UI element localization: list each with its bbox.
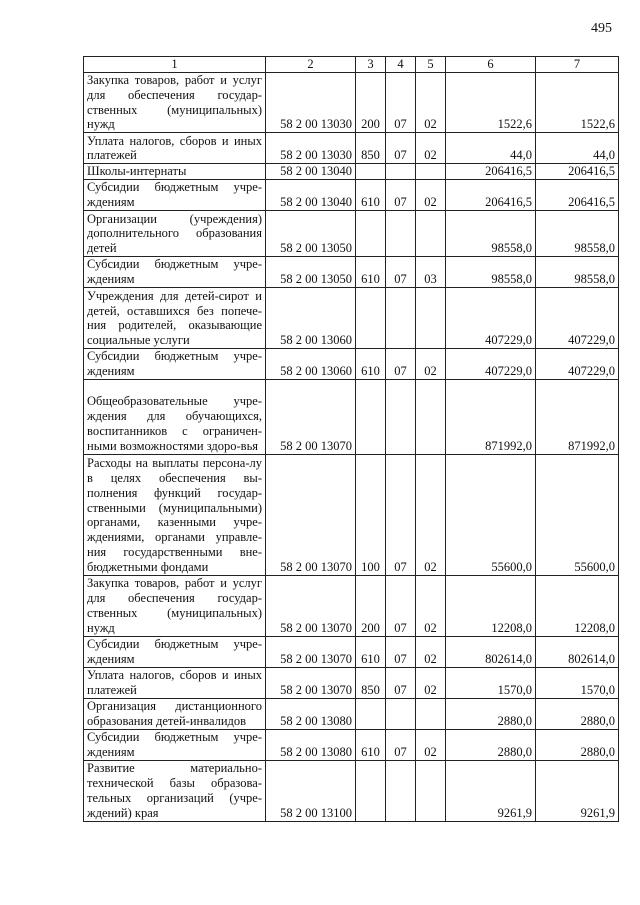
expense-name-cell: Расходы на выплаты персона-лу в целях обеспечения вы-полнения функций государ-ственными (муниципальными) органами, казенными учре-ждениями, органами управле-ния государственными вне-бюджетными фондами — [84, 454, 266, 575]
amount-cell: 206416,5 — [536, 164, 619, 180]
amount-cell: 98558,0 — [446, 256, 536, 287]
section-cell: 07 — [386, 729, 416, 760]
table-row — [84, 575, 619, 636]
expense-name-cell: Закупка товаров, работ и услуг для обеспечения государ-ственных (муниципальных) нужд — [84, 73, 266, 133]
expense-name-cell: Развитие материально-технической базы образова-тельных организаций (учре-ждений) края — [84, 760, 266, 821]
amount-cell: 407229,0 — [536, 348, 619, 379]
table-row — [84, 760, 619, 821]
column-header: 6 — [446, 57, 536, 73]
expense-type-cell: 100 — [356, 454, 386, 575]
amount-cell: 871992,0 — [536, 379, 619, 454]
target-code-cell: 58 2 00 13070 — [266, 667, 356, 698]
section-cell: 07 — [386, 348, 416, 379]
column-header: 7 — [536, 57, 619, 73]
section-cell: 07 — [386, 667, 416, 698]
section-cell — [386, 287, 416, 348]
table-row — [84, 256, 619, 287]
expense-type-cell: 610 — [356, 636, 386, 667]
amount-cell: 407229,0 — [536, 287, 619, 348]
section-cell: 07 — [386, 575, 416, 636]
amount-cell: 206416,5 — [446, 164, 536, 180]
column-header: 2 — [266, 57, 356, 73]
target-code-cell: 58 2 00 13050 — [266, 210, 356, 256]
expense-name-cell: Субсидии бюджетным учре-ждениям — [84, 729, 266, 760]
target-code-cell: 58 2 00 13070 — [266, 379, 356, 454]
table-row — [84, 454, 619, 575]
amount-cell: 206416,5 — [446, 179, 536, 210]
amount-cell: 12208,0 — [446, 575, 536, 636]
table-row — [84, 348, 619, 379]
section-cell — [386, 698, 416, 729]
table-row — [84, 164, 619, 180]
subsection-cell: 02 — [416, 729, 446, 760]
expense-name-cell: Организации (учреждения) дополнительного образования детей — [84, 210, 266, 256]
page-number: 495 — [591, 21, 612, 36]
expense-type-cell: 610 — [356, 348, 386, 379]
amount-cell: 407229,0 — [446, 287, 536, 348]
target-code-cell: 58 2 00 13060 — [266, 287, 356, 348]
expense-name-cell: Организация дистанционного образования детей-инвалидов — [84, 698, 266, 729]
section-cell — [386, 760, 416, 821]
table-row — [84, 379, 619, 454]
expense-name-cell: Субсидии бюджетным учре-ждениям — [84, 179, 266, 210]
expense-type-cell: 610 — [356, 256, 386, 287]
table-row — [84, 73, 619, 133]
table-row — [84, 667, 619, 698]
subsection-cell: 02 — [416, 667, 446, 698]
expense-name-cell: Уплата налогов, сборов и иных платежей — [84, 667, 266, 698]
target-code-cell: 58 2 00 13070 — [266, 454, 356, 575]
target-code-cell: 58 2 00 13050 — [266, 256, 356, 287]
subsection-cell — [416, 210, 446, 256]
amount-cell: 206416,5 — [536, 179, 619, 210]
header-row — [84, 57, 619, 73]
amount-cell: 44,0 — [536, 133, 619, 164]
section-cell: 07 — [386, 636, 416, 667]
target-code-cell: 58 2 00 13060 — [266, 348, 356, 379]
section-cell: 07 — [386, 454, 416, 575]
section-cell — [386, 379, 416, 454]
expense-type-cell — [356, 379, 386, 454]
amount-cell: 98558,0 — [536, 210, 619, 256]
expense-type-cell — [356, 164, 386, 180]
target-code-cell: 58 2 00 13040 — [266, 164, 356, 180]
section-cell: 07 — [386, 256, 416, 287]
expense-type-cell: 610 — [356, 729, 386, 760]
target-code-cell: 58 2 00 13040 — [266, 179, 356, 210]
target-code-cell: 58 2 00 13070 — [266, 636, 356, 667]
subsection-cell — [416, 164, 446, 180]
expense-type-cell: 200 — [356, 575, 386, 636]
subsection-cell: 02 — [416, 179, 446, 210]
expense-name-cell: Общеобразовательные учре-ждения для обучающихся, воспитанников с ограничен-ными возможностями здоро-вья — [84, 379, 266, 454]
expense-type-cell — [356, 698, 386, 729]
subsection-cell — [416, 379, 446, 454]
target-code-cell: 58 2 00 13030 — [266, 133, 356, 164]
amount-cell: 9261,9 — [536, 760, 619, 821]
target-code-cell: 58 2 00 13070 — [266, 575, 356, 636]
table-row — [84, 729, 619, 760]
amount-cell: 2880,0 — [446, 729, 536, 760]
amount-cell: 2880,0 — [536, 698, 619, 729]
column-header: 1 — [84, 57, 266, 73]
subsection-cell — [416, 760, 446, 821]
amount-cell: 2880,0 — [536, 729, 619, 760]
table-row — [84, 133, 619, 164]
table-row — [84, 210, 619, 256]
subsection-cell: 03 — [416, 256, 446, 287]
amount-cell: 55600,0 — [446, 454, 536, 575]
subsection-cell: 02 — [416, 575, 446, 636]
expense-name-cell: Уплата налогов, сборов и иных платежей — [84, 133, 266, 164]
amount-cell: 98558,0 — [446, 210, 536, 256]
amount-cell: 1570,0 — [446, 667, 536, 698]
expense-name-cell: Закупка товаров, работ и услуг для обеспечения государ-ственных (муниципальных) нужд — [84, 575, 266, 636]
table-row — [84, 287, 619, 348]
subsection-cell — [416, 287, 446, 348]
amount-cell: 44,0 — [446, 133, 536, 164]
expense-type-cell: 850 — [356, 667, 386, 698]
amount-cell: 802614,0 — [446, 636, 536, 667]
amount-cell: 1522,6 — [536, 73, 619, 133]
amount-cell: 1522,6 — [446, 73, 536, 133]
amount-cell: 9261,9 — [446, 760, 536, 821]
target-code-cell: 58 2 00 13030 — [266, 73, 356, 133]
subsection-cell: 02 — [416, 73, 446, 133]
expense-name-cell: Субсидии бюджетным учре-ждениям — [84, 636, 266, 667]
section-cell: 07 — [386, 179, 416, 210]
amount-cell: 2880,0 — [446, 698, 536, 729]
expense-name-cell: Учреждения для детей-сирот и детей, оставшихся без попече-ния родителей, оказывающие социальные услуги — [84, 287, 266, 348]
target-code-cell: 58 2 00 13100 — [266, 760, 356, 821]
column-header: 3 — [356, 57, 386, 73]
expense-name-cell: Субсидии бюджетным учре-ждениям — [84, 348, 266, 379]
expense-name-cell: Субсидии бюджетным учре-ждениям — [84, 256, 266, 287]
expense-type-cell: 610 — [356, 179, 386, 210]
section-cell — [386, 164, 416, 180]
expense-type-cell: 200 — [356, 73, 386, 133]
subsection-cell: 02 — [416, 348, 446, 379]
amount-cell: 55600,0 — [536, 454, 619, 575]
expense-type-cell — [356, 760, 386, 821]
amount-cell: 1570,0 — [536, 667, 619, 698]
target-code-cell: 58 2 00 13080 — [266, 698, 356, 729]
column-header: 5 — [416, 57, 446, 73]
table-row — [84, 636, 619, 667]
amount-cell: 802614,0 — [536, 636, 619, 667]
subsection-cell: 02 — [416, 454, 446, 575]
section-cell — [386, 210, 416, 256]
amount-cell: 12208,0 — [536, 575, 619, 636]
amount-cell: 871992,0 — [446, 379, 536, 454]
subsection-cell: 02 — [416, 636, 446, 667]
table-row — [84, 179, 619, 210]
expense-type-cell — [356, 210, 386, 256]
subsection-cell: 02 — [416, 133, 446, 164]
table-row — [84, 698, 619, 729]
subsection-cell — [416, 698, 446, 729]
section-cell: 07 — [386, 133, 416, 164]
expense-type-cell: 850 — [356, 133, 386, 164]
column-header: 4 — [386, 57, 416, 73]
expense-name-cell: Школы-интернаты — [84, 164, 266, 180]
amount-cell: 407229,0 — [446, 348, 536, 379]
expense-type-cell — [356, 287, 386, 348]
target-code-cell: 58 2 00 13080 — [266, 729, 356, 760]
amount-cell: 98558,0 — [536, 256, 619, 287]
budget-table — [83, 56, 619, 822]
section-cell: 07 — [386, 73, 416, 133]
